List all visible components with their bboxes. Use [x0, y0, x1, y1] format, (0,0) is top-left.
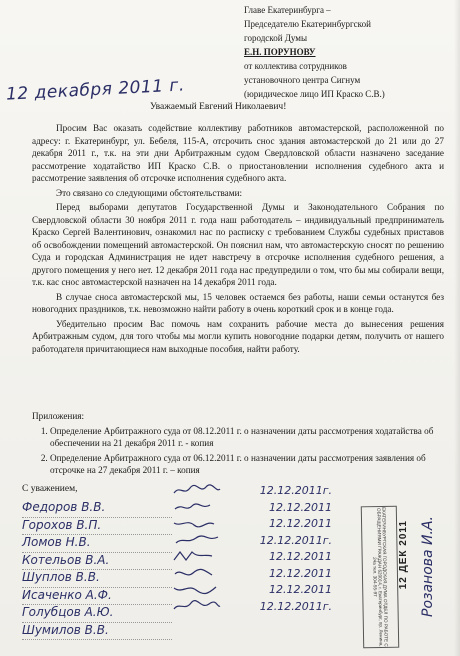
signature-scribble — [172, 567, 222, 579]
addressee-line: установочного центра Сигнум — [244, 75, 361, 85]
signature-row — [172, 600, 332, 617]
signature-scribble — [172, 484, 222, 496]
signature-date: 12.12.2011 — [269, 500, 332, 514]
signature-row — [172, 583, 332, 600]
paragraph: Просим Вас оказать содействие коллективу работников автомастерской, расположенной по адресу: г. Екатеринбург, ул. Бебеля, 115-А, отсрочить снос здания автомастерской до 21 или до 27 декабря 2011 г., т.к. на эти дни Арбитражным судом Свердловской области назначено заседание рассмотрение ходатайство ИП Краско С.В. о приостановлении исполнения судебного акта и рассмотрение заявления об отсрочке исполнения судебного акта. — [32, 123, 444, 183]
signatory-name: Шуплов В.В. — [22, 570, 172, 588]
paragraph: Это связано со следующими обстоятельствами: — [56, 187, 243, 198]
signature-row — [172, 567, 332, 584]
signature-row — [172, 501, 332, 518]
signature-row — [172, 484, 332, 501]
handwritten-date: 12 декабря 2011 г. — [5, 75, 186, 105]
addressee-line: (юридическое лицо ИП Краско С.В.) — [244, 89, 385, 99]
attachment-item: 2. Определение Арбитражного суда от 06.12.2011 г. о назначении даты рассмотрения заявления об отсрочке на 27 декабря 2011 г. – копия — [50, 452, 444, 477]
addressee-line: городской Думы — [244, 33, 308, 43]
signature-date: 12.12.2011г. — [259, 533, 332, 547]
registration-stamp: ЕКАТЕРИНБУРГСКАЯ ГОРОДСКАЯ ДУМА ОТДЕЛ ПО РАБОТЕ С ОБРАЩЕНИЯМИ ГРАЖДАН 620014, г. Екатеринбург, пр. Ленина, 24а тел. 304-55-97 — [361, 506, 399, 649]
signatory-name: Котельов В.А. — [22, 553, 172, 571]
paper-edge-shadow — [454, 0, 460, 656]
addressee-block — [244, 3, 454, 101]
attachments-block — [32, 410, 444, 479]
paragraph: Перед выборами депутатов Государственной Думы и Законодательного Собрания по Свердловской области 30 ноября 2011 г. года наш работодатель – индивидуальный предприниматель Краско Сергей Валентинович, ознакомил нас по расписку с требованием Службы судебных приставов об освобождении помещений автомастерской. Он пояснил нам, что автомастерскую сносят по решению Суда и городская Администрация не идет навстречу в отсрочке исполнения судебного решения, а другого помещения у него нет. 12 декабря 2011 года нас предупредили о том, что бы мы собирали вещи, т.к. кас снос автомастерской назначен на 14 декабря 2011 года. — [32, 202, 444, 287]
signature-row — [172, 550, 332, 567]
signature-scribble — [172, 534, 222, 546]
signatory-name: Исаченко А.Ф. — [22, 588, 172, 606]
addressee-line: Главе Екатеринбурга – — [244, 5, 331, 15]
attachments-list — [32, 425, 444, 477]
signatory-names — [22, 500, 172, 640]
paragraph: В случае сноса автомастерской мы, 15 человек остаемся без работы, наши семьи останутся без новогодних праздников, т.к. невозможно найти работу в очень короткий срок и в конце года. — [32, 291, 444, 314]
signature-scribble — [172, 501, 222, 513]
signature-scribble — [172, 550, 222, 562]
signature-date: 12.12.2011 — [269, 517, 332, 530]
signature-date: 12.12.2011 — [269, 583, 332, 596]
signature-column — [172, 484, 332, 616]
addressee-line: Председателю Екатеринбургской — [244, 19, 371, 29]
signature-date: 12.12.2011г. — [259, 484, 332, 497]
signatory-name: Федоров В.В. — [22, 500, 172, 518]
attachments-title: Приложения: — [32, 411, 85, 421]
signature-scribble — [172, 600, 222, 612]
salutation: Уважаемый Евгений Николаевич! — [150, 102, 287, 112]
addressee-name: Е.Н. ПОРУНОВУ — [244, 47, 316, 57]
signatory-name: Ломов Н.В. — [22, 535, 172, 553]
signature-scribble — [172, 583, 222, 595]
signatory-name: Голубцов А.Ю. — [22, 605, 172, 623]
signature-row — [172, 517, 332, 534]
signature-date: 12.12.2011г. — [259, 599, 332, 613]
closing: С уважением, — [22, 484, 78, 494]
signature-row — [172, 534, 332, 551]
letter-body — [32, 122, 444, 357]
signature-scribble — [172, 517, 222, 529]
signature-date: 12.12.2011 — [269, 566, 332, 580]
paragraph: Убедительно просим Вас помочь нам сохранить рабочие места до вынесения решения Арбитражным судом, для того чтобы мы могли купить новогодние подарки детям, получить от нашего работодателя причитающиеся нам выходные пособия, найти работу. — [32, 318, 444, 354]
attachment-item: 1. Определение Арбитражного суда от 08.12.2011 г. о назначении даты рассмотрения ходатайства об обеспечении на 21 декабря 2011 г. - копия — [50, 425, 444, 450]
signatory-name: Горохов В.П. — [22, 518, 172, 536]
stamp-handwritten-signature: Розанова И.А. — [420, 516, 436, 617]
signatory-name: Шумилов В.В. — [22, 623, 172, 641]
stamp-date: 12 ДЕК 2011 — [398, 520, 409, 590]
signature-date: 12.12.2011 — [269, 550, 332, 563]
addressee-line: от коллектива сотрудников — [244, 61, 347, 71]
